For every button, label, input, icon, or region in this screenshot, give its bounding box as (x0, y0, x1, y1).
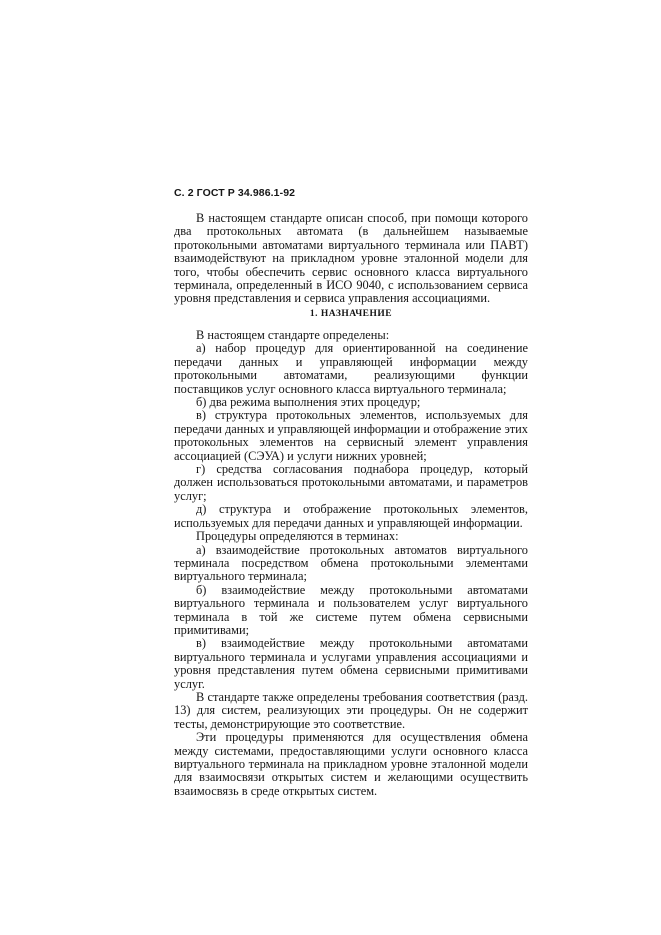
paragraph-item-a: а) набор процедур для ориентированной на соединение передачи данных и управляющей информации между протокольными автоматами, реализующими функции поставщиков услуг основного класса виртуального терминала; (174, 341, 528, 396)
paragraph-conformance: В стандарте также определены требования соответствия (разд. 13) для систем, реализующих эти процедуры. Он не содержит тесты, демонстрирующие это соответствие. (174, 689, 528, 731)
page-header: С. 2 ГОСТ Р 34.986.1-92 (174, 187, 296, 199)
paragraph-procedures-terms: Процедуры определяются в терминах: (196, 529, 399, 544)
paragraph-term-v: в) взаимодействие между протокольными автоматами виртуального терминала и услугами управления ассоциациями и уровня представления путем обмена сервисными примитивами услуг. (174, 636, 528, 691)
paragraph-application: Эти процедуры применяются для осуществления обмена между системами, предоставляющими услуги основного класса виртуального терминала на прикладном уровне эталонной модели для взаимосвязи открытых систем и желающими осуществить взаимосвязь в среде открытых систем. (174, 730, 528, 798)
section-title: 1. НАЗНАЧЕНИЕ (309, 309, 393, 319)
paragraph-defined: В настоящем стандарте определены: (196, 328, 390, 342)
section-body (174, 329, 528, 798)
paragraph-term-b: б) взаимодействие между протокольными автоматами виртуального терминала и пользователем услуг виртуального терминала в той же системе путем обмена сервисными примитивами; (174, 582, 528, 637)
paragraph-term-a: а) взаимодействие протокольных автоматов виртуального терминала посредством обмена протокольными элементами виртуального терминала; (174, 542, 528, 584)
paragraph-item-g: г) средства согласования поднабора процедур, который должен использоваться протокольными автоматами, и параметров услуг; (174, 462, 528, 503)
paragraph-item-v: в) структура протокольных элементов, используемых для передачи данных и управляющей информации и отображение этих протокольных элементов на сервисный элемент управления ассоциацией (СЭУА) и услуги нижних уровней; (174, 408, 528, 463)
intro-paragraph: В настоящем стандарте описан способ, при помощи которого два протокольных автомата (в дальнейшем называемые протокольными автоматами виртуального терминала или ПАВТ) взаимодействуют на прикладном уровне эталонной модели для того, чтобы обеспечить сервис основного класса виртуального терминала, определенный в ИСО 9040, с использованием сервиса уровня представления и сервиса управления ассоциациями. (174, 211, 528, 306)
intro-block (174, 212, 528, 306)
paragraph-item-d: д) структура и отображение протокольных элементов, используемых для передачи данных и управляющей информации. (174, 502, 528, 530)
paragraph-item-b: б) два режима выполнения этих процедур; (196, 395, 421, 410)
